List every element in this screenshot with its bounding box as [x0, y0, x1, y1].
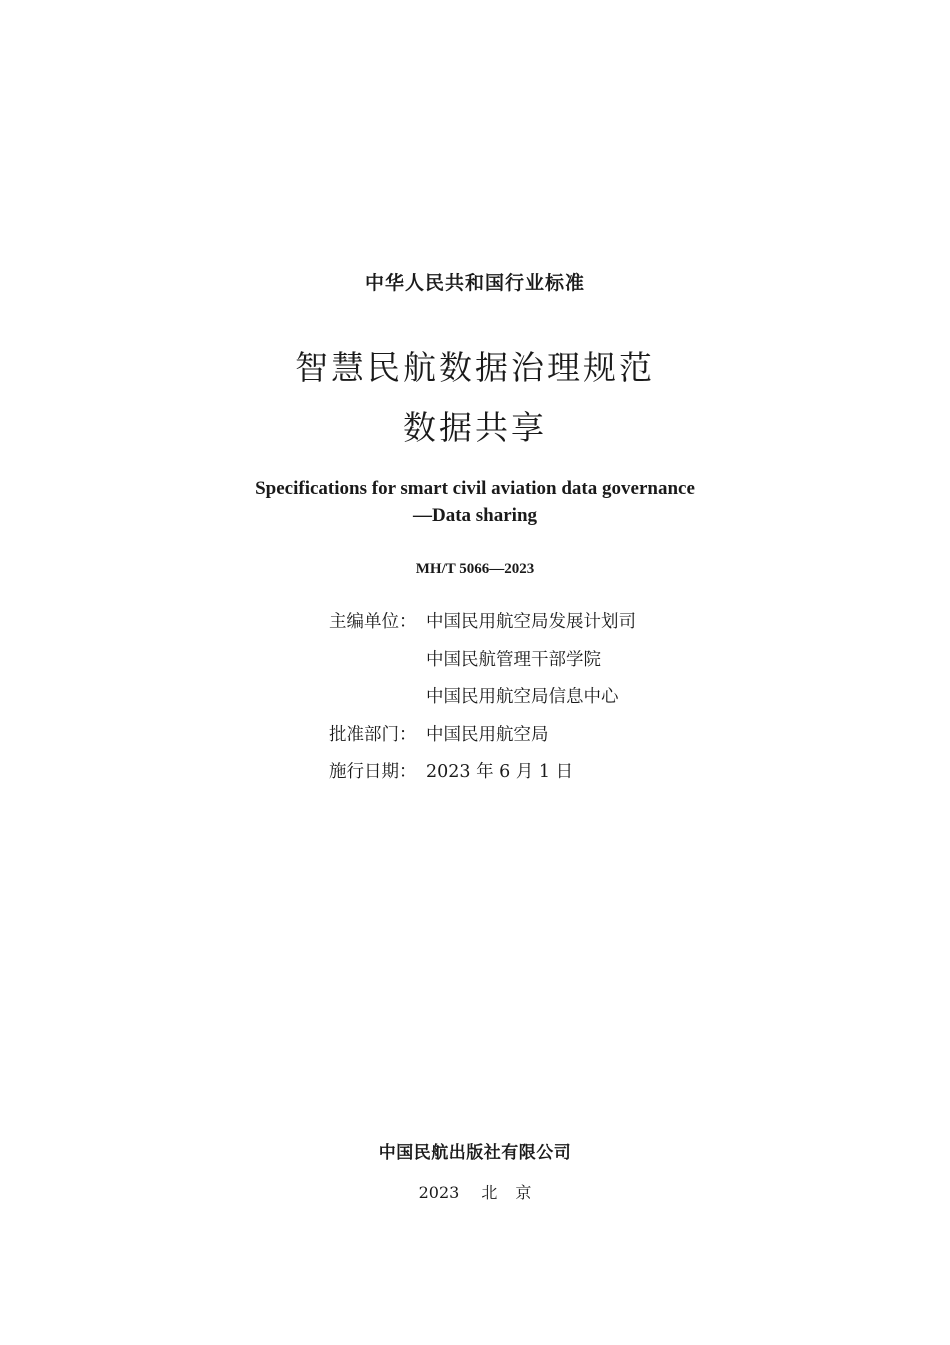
editors-label: 主编单位：: [329, 612, 417, 632]
document-subtitle: 数据共享: [403, 408, 547, 447]
publisher: 中国民航出版社有限公司: [378, 1143, 572, 1163]
editors-row: [329, 642, 636, 680]
publication-year: 2023: [418, 1183, 460, 1202]
standard-category: 中华人民共和国行业标准: [364, 272, 585, 294]
document-title: 智慧民航数据治理规范: [295, 348, 655, 387]
editor-unit: 中国民用航空局信息中心: [426, 687, 619, 707]
publication-city-char: 北: [481, 1183, 498, 1202]
publication-city-char: 京: [515, 1183, 532, 1202]
editors-row: [329, 679, 636, 717]
effective-date: 2023 年 6 月 1 日: [426, 762, 574, 782]
effective-date-label: 施行日期：: [329, 762, 417, 782]
approver: 中国民用航空局: [426, 724, 549, 745]
approver-row: [329, 717, 636, 755]
approver-label: 批准部门：: [329, 724, 417, 745]
english-subtitle: —Data sharing: [412, 505, 538, 526]
metadata-block: [329, 604, 636, 792]
effective-date-row: [329, 754, 636, 792]
publication-year-city: [0, 1180, 950, 1203]
english-title: Specifications for smart civil aviation data governance: [255, 478, 695, 499]
standard-code: MH/T 5066—2023: [415, 561, 535, 577]
editor-unit: 中国民用航空局发展计划司: [426, 612, 636, 632]
editor-unit: 中国民航管理干部学院: [426, 649, 601, 670]
editors-row: [329, 604, 636, 642]
